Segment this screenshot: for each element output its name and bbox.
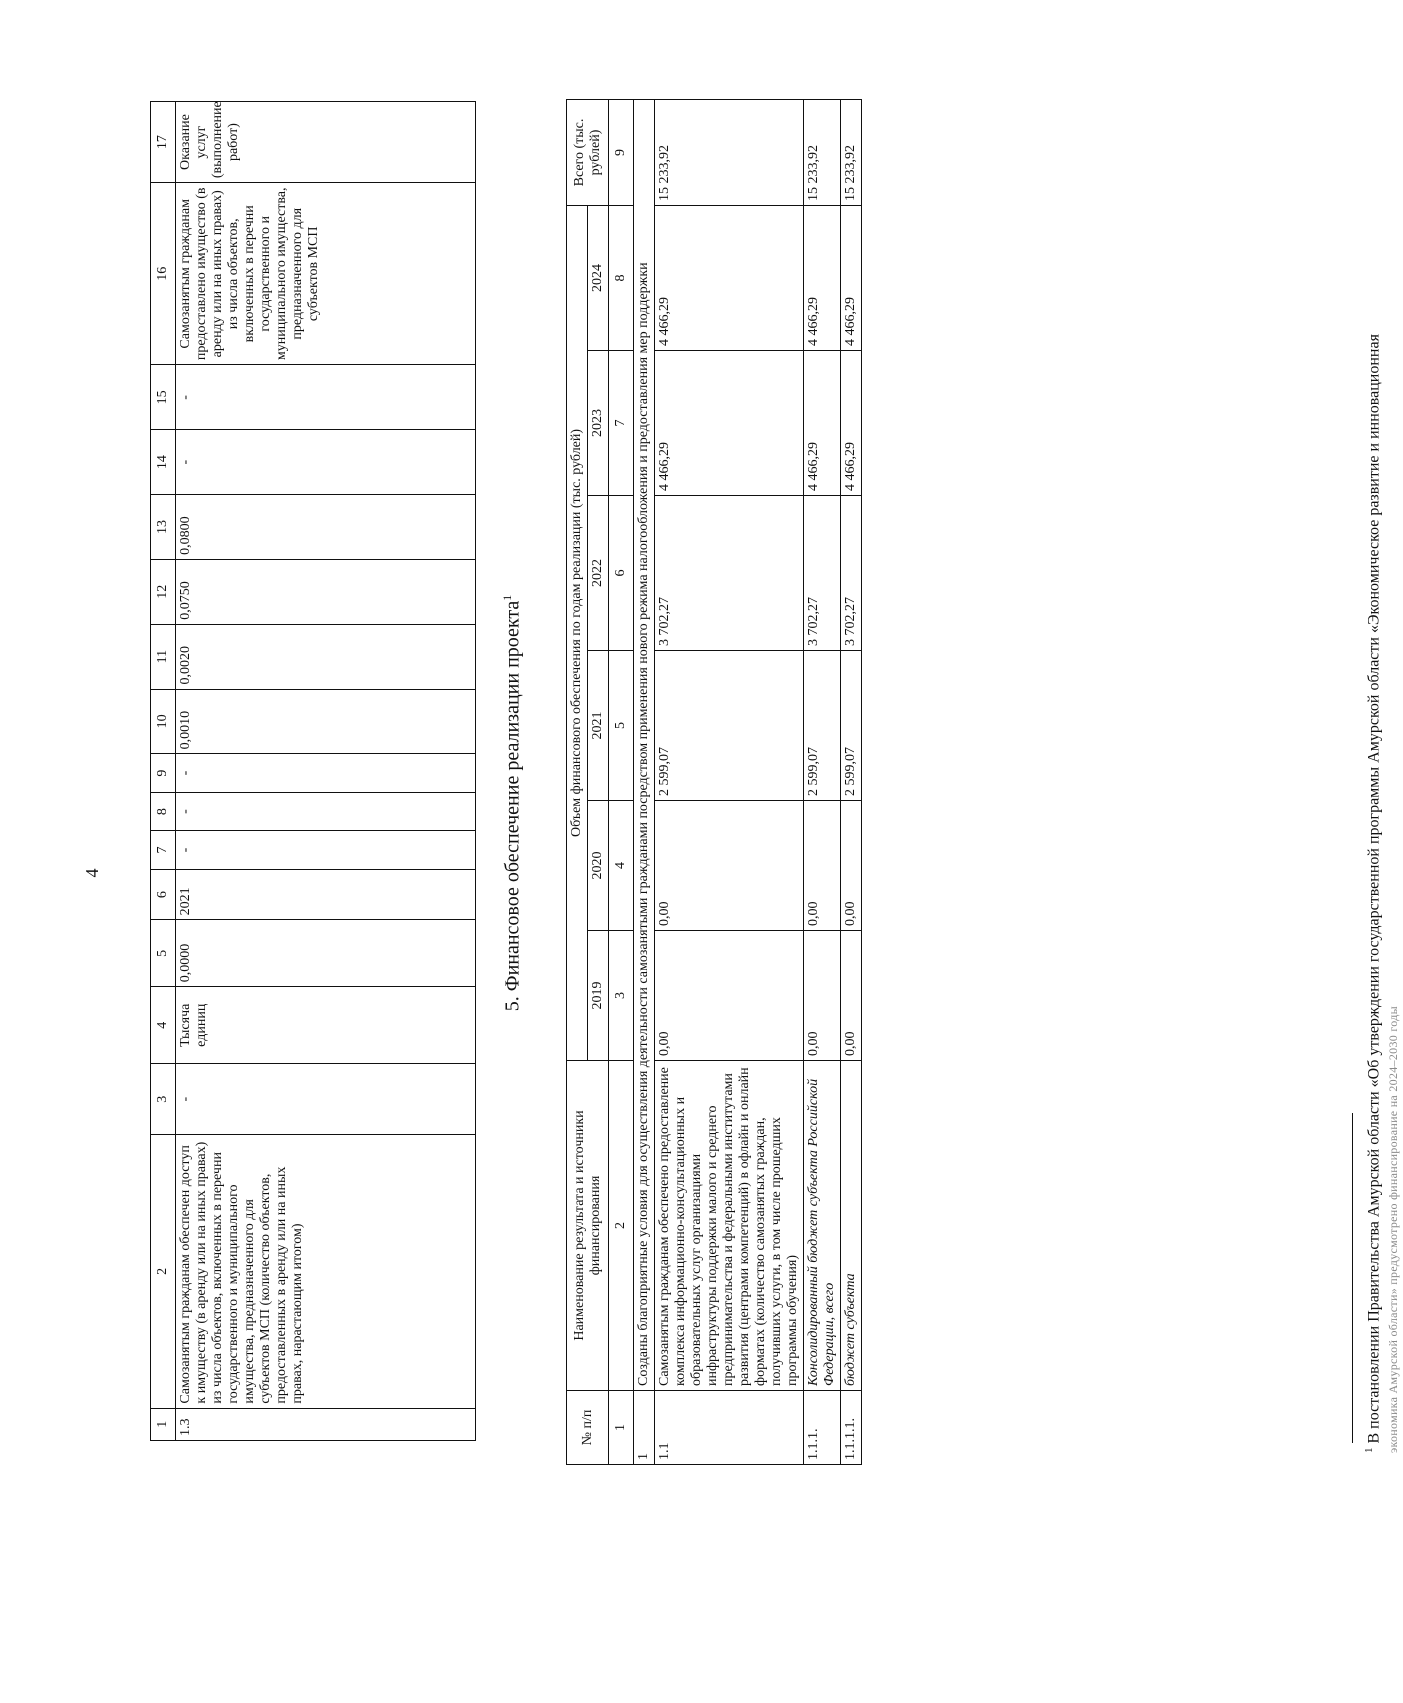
- footnote-divider: [1352, 1113, 1353, 1443]
- header-row: [567, 100, 588, 1465]
- column-number: 8: [151, 792, 176, 830]
- column-number: 4: [609, 801, 634, 931]
- column-number: 5: [151, 920, 176, 987]
- base-value-cell: 0,0000: [176, 920, 476, 987]
- section-title-text: 5. Финансовое обеспечение реализации проекта: [501, 600, 524, 1012]
- column-number: 5: [609, 651, 634, 801]
- value-2023: 4 466,29: [655, 351, 804, 496]
- column-number: 7: [609, 351, 634, 496]
- result-name: Самозанятым гражданам обеспечено предоставление комплекса информационно-консультационных и образовательных услуг организациями инфраструктуры поддержки малого и среднего предпринимательства и федеральными институтами развития (центрами компетенций) в офлайн и онлайн форматах (количество самозанятых граждан, получивших услуги, в том числе прошедших программы обучения): [655, 1061, 804, 1391]
- table-row: [176, 102, 476, 1441]
- column-number: 13: [151, 495, 176, 560]
- footnote-text: В постановлении Правительства Амурской области «Об утверждении государственной программы Амурской области «Экономическое развитие и инновационная: [1365, 334, 1383, 1448]
- column-number: 14: [151, 430, 176, 495]
- value-2023: 4 466,29: [804, 351, 841, 496]
- year-header: 2019: [588, 931, 609, 1061]
- value-2024: 4 466,29: [804, 206, 841, 351]
- footnote: [1360, 33, 1403, 1453]
- value-2021: 2 599,07: [804, 651, 841, 801]
- column-number-row: [609, 100, 634, 1465]
- indicator-name: Самозанятым гражданам обеспечен доступ к имуществу (в аренду или на иных правах) из числа объектов, включенных в перечни государственного и муниципального имущества, предназначенного для субъектов МСП (количество объектов, предоставленных в аренду или на иных правах, нарастающим итогом): [176, 1135, 476, 1408]
- unit-cell: Тысяча единиц: [176, 987, 476, 1064]
- year-header: 2022: [588, 496, 609, 651]
- financing-table: [566, 99, 862, 1465]
- value-2020: 0,00: [841, 801, 862, 931]
- page-number: 4: [82, 868, 102, 878]
- section-title: [500, 223, 525, 1383]
- year-header: 2021: [588, 651, 609, 801]
- value-total: 15 233,92: [655, 100, 804, 206]
- column-number: 6: [151, 869, 176, 920]
- year-header: 2023: [588, 351, 609, 496]
- value-2023: 4 466,29: [841, 351, 862, 496]
- row-number: 1.1.1.: [804, 1391, 841, 1465]
- header-num: № п/п: [567, 1391, 609, 1465]
- column-number: 11: [151, 624, 176, 689]
- column-number: 8: [609, 206, 634, 351]
- header-name: Наименование результата и источники финансирования: [567, 1061, 609, 1391]
- task-row: [634, 100, 655, 1465]
- column-number: 6: [609, 496, 634, 651]
- result-type-cell: Оказание услуг (выполнение работ): [176, 102, 476, 183]
- cell-13: 0,0800: [176, 495, 476, 560]
- task-text: Созданы благоприятные условия для осуществления деятельности самозанятыми гражданами посредством применения нового режима налогообложения и предоставления мер поддержки: [634, 100, 655, 1391]
- column-number: 3: [151, 1064, 176, 1135]
- value-2022: 3 702,27: [655, 496, 804, 651]
- header-volume: Объем финансового обеспечения по годам реализации (тыс. рублей): [567, 206, 588, 1061]
- cell-15: -: [176, 365, 476, 430]
- cell-12: 0,0750: [176, 559, 476, 624]
- cell-9: -: [176, 754, 476, 792]
- column-number: 2: [609, 1061, 634, 1391]
- year-header: 2024: [588, 206, 609, 351]
- cell-10: 0,0010: [176, 689, 476, 754]
- footnote-mark: 1: [500, 594, 514, 601]
- footnote-continuation: экономика Амурской области» предусмотрено финансирование на 2024–2030 годы: [1386, 1005, 1401, 1453]
- header-total: Всего (тыс. рублей): [567, 100, 609, 206]
- value-2021: 2 599,07: [841, 651, 862, 801]
- value-2020: 0,00: [655, 801, 804, 931]
- column-number: 12: [151, 559, 176, 624]
- value-2019: 0,00: [804, 931, 841, 1061]
- value-total: 15 233,92: [841, 100, 862, 206]
- column-number: 9: [151, 754, 176, 792]
- column-number: 15: [151, 365, 176, 430]
- value-2020: 0,00: [804, 801, 841, 931]
- value-2024: 4 466,29: [841, 206, 862, 351]
- source-name: бюджет субъекта: [841, 1061, 862, 1391]
- cell-8: -: [176, 792, 476, 830]
- cell-3: -: [176, 1064, 476, 1135]
- column-number: 16: [151, 183, 176, 365]
- cell-11: 0,0020: [176, 624, 476, 689]
- value-2024: 4 466,29: [655, 206, 804, 351]
- row-number: 1.1: [655, 1391, 804, 1465]
- column-number: 2: [151, 1135, 176, 1408]
- task-number: 1: [634, 1391, 655, 1465]
- column-number: 9: [609, 100, 634, 206]
- result-description-cell: Самозанятым гражданам предоставлено имущество (в аренду или на иных правах) из числа объектов, включенных в перечни государственного и муниципального имущества, предназначенного для субъектов МСП: [176, 183, 476, 365]
- column-number-row: [151, 102, 176, 1441]
- column-number: 7: [151, 831, 176, 869]
- value-total: 15 233,92: [804, 100, 841, 206]
- value-2021: 2 599,07: [655, 651, 804, 801]
- cell-14: -: [176, 430, 476, 495]
- year-header: 2020: [588, 801, 609, 931]
- row-number: 1.1.1.1.: [841, 1391, 862, 1465]
- column-number: 10: [151, 689, 176, 754]
- row-number: 1.3: [176, 1408, 476, 1440]
- value-2022: 3 702,27: [804, 496, 841, 651]
- column-number: 1: [151, 1408, 176, 1440]
- column-number: 17: [151, 102, 176, 183]
- column-number: 3: [609, 931, 634, 1061]
- table-row: [655, 100, 804, 1465]
- table-row: [841, 100, 862, 1465]
- column-number: 1: [609, 1391, 634, 1465]
- source-name: Консолидированный бюджет субъекта Российской Федерации, всего: [804, 1061, 841, 1391]
- column-number: 4: [151, 987, 176, 1064]
- value-2022: 3 702,27: [841, 496, 862, 651]
- indicators-table: [150, 101, 476, 1441]
- value-2019: 0,00: [841, 931, 862, 1061]
- value-2019: 0,00: [655, 931, 804, 1061]
- cell-7: -: [176, 831, 476, 869]
- table-row: [804, 100, 841, 1465]
- base-year-cell: 2021: [176, 869, 476, 920]
- footnote-mark: 1: [1363, 1447, 1375, 1453]
